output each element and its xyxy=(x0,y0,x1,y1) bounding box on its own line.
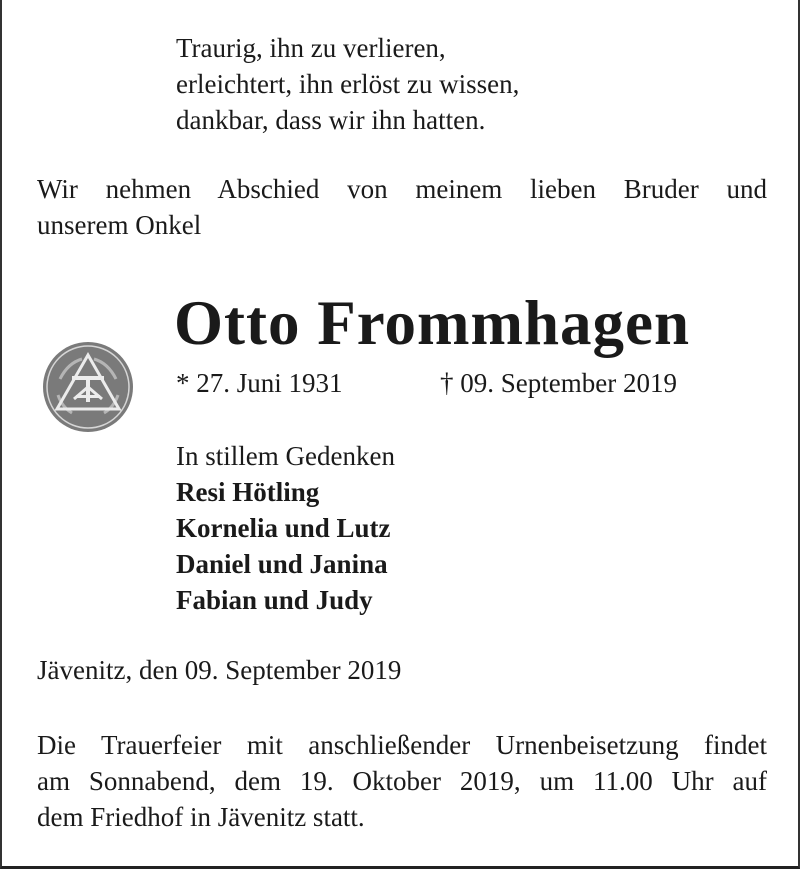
intro-line: unserem Onkel xyxy=(37,210,202,240)
death-date: † 09. September 2019 xyxy=(440,368,677,398)
ceremony-line: am Sonnabend, dem 19. Oktober 2019, um 11.00 Uhr auf xyxy=(37,766,767,796)
railway-emblem-icon xyxy=(42,341,134,433)
mourner-name: Daniel und Janina xyxy=(176,549,388,579)
intro-line: Wir nehmen Abschied von meinem lieben Bruder und xyxy=(37,174,767,204)
place-date: Jävenitz, den 09. September 2019 xyxy=(37,655,402,685)
mourner-name: Fabian und Judy xyxy=(176,585,373,615)
ceremony-line: dem Friedhof in Jävenitz statt. xyxy=(37,802,365,832)
poem-line: erleichtert, ihn erlöst zu wissen, xyxy=(176,69,520,99)
deceased-name: Otto Frommhagen xyxy=(174,288,691,358)
poem-line: dankbar, dass wir ihn hatten. xyxy=(176,105,486,135)
mourner-name: Kornelia und Lutz xyxy=(176,513,391,543)
poem-line: Traurig, ihn zu verlieren, xyxy=(176,33,446,63)
mourner-name: Resi Hötling xyxy=(176,477,320,507)
ceremony-line: Die Trauerfeier mit anschließender Urnenbeisetzung findet xyxy=(37,730,767,760)
birth-date: * 27. Juni 1931 xyxy=(176,368,343,398)
mourners-heading: In stillem Gedenken xyxy=(176,441,395,471)
